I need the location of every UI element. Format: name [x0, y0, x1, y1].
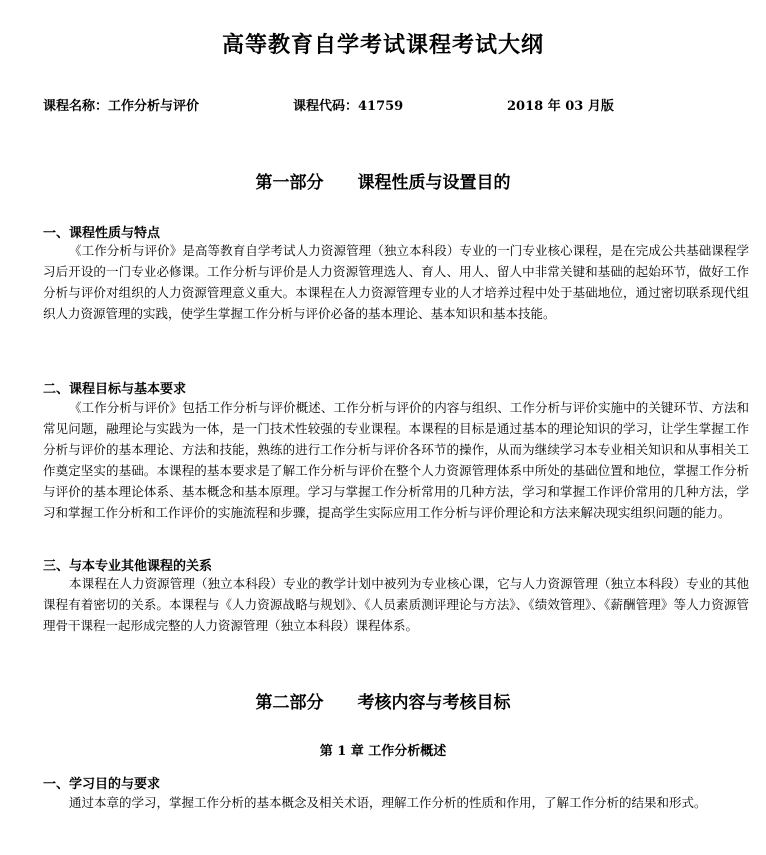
course-name: 课程名称：工作分析与评价	[43, 99, 200, 114]
section-paragraph: 本课程在人力资源管理（独立本科段）专业的教学计划中被列为专业核心课，它与人力资源管理（独立本科段）专业的其他课程有着密切的关系。本课程与《人力资源战略与规划》、《人员素质测评理论与方法》、《绩效管理》、《薪酬管理》等人力资源管理骨干课程一起形成完整的人力资源管理（独立本科段）课程体系。	[43, 576, 749, 633]
part1-heading: 第一部分 课程性质与设置目的	[255, 173, 511, 193]
chapter-heading: 第 1 章 工作分析概述	[319, 744, 447, 759]
section-paragraph: 《工作分析与评价》包括工作分析与评价概述、工作分析与评价的内容与组织、工作分析与评价实施中的关键环节、方法和常见问题，融理论与实践为一体，是一门技术性较强的专业课程。本课程的目标是通过基本的理论知识的学习，让学生掌握工作分析与评价的基本理论、方法和技能，熟练的进行工作分析与评价各环节的操作，从而为继续学习本专业相关知识和从事相关工作奠定坚实的基础。本课程的基本要求是了解工作分析与评价在整个人力资源管理体系中所处的基础位置和地位，掌握工作分析与评价的基本理论体系、基本概念和基本原理。学习与掌握工作分析常用的几种方法，学习和掌握工作评价常用的几种方法，学习和掌握工作分析和工作评价的实施流程和步骤，提高学生实际应用工作分析与评价理论和方法来解决现实组织问题的能力。	[43, 400, 749, 520]
course-code: 课程代码：41759	[293, 99, 404, 114]
document-title: 高等教育自学考试课程考试大纲	[221, 32, 544, 58]
section-heading: 二、课程目标与基本要求	[43, 382, 187, 397]
edition-date: 2018 年 03 月版	[507, 99, 614, 114]
part2-heading: 第二部分 考核内容与考核目标	[255, 693, 511, 713]
section-heading: 一、课程性质与特点	[43, 226, 161, 241]
section-paragraph: 《工作分析与评价》是高等教育自学考试人力资源管理（独立本科段）专业的一门专业核心课程，是在完成公共基础课程学习后开设的一门专业必修课。工作分析与评价是人力资源管理选人、育人、用人、留人中非常关键和基础的起始环节，做好工作分析与评价对组织的人力资源管理意义重大。本课程在人力资源管理专业的人才培养过程中处于基础地位，通过密切联系现代组织人力资源管理的实践，使学生掌握工作分析与评价必备的基本理论、基本知识和基本技能。	[43, 243, 749, 321]
section-heading: 三、与本专业其他课程的关系	[43, 559, 213, 574]
section-heading: 一、学习目的与要求	[43, 777, 161, 792]
section-paragraph: 通过本章的学习，掌握工作分析的基本概念及相关术语，理解工作分析的性质和作用，了解工作分析的结果和形式。	[69, 795, 707, 810]
